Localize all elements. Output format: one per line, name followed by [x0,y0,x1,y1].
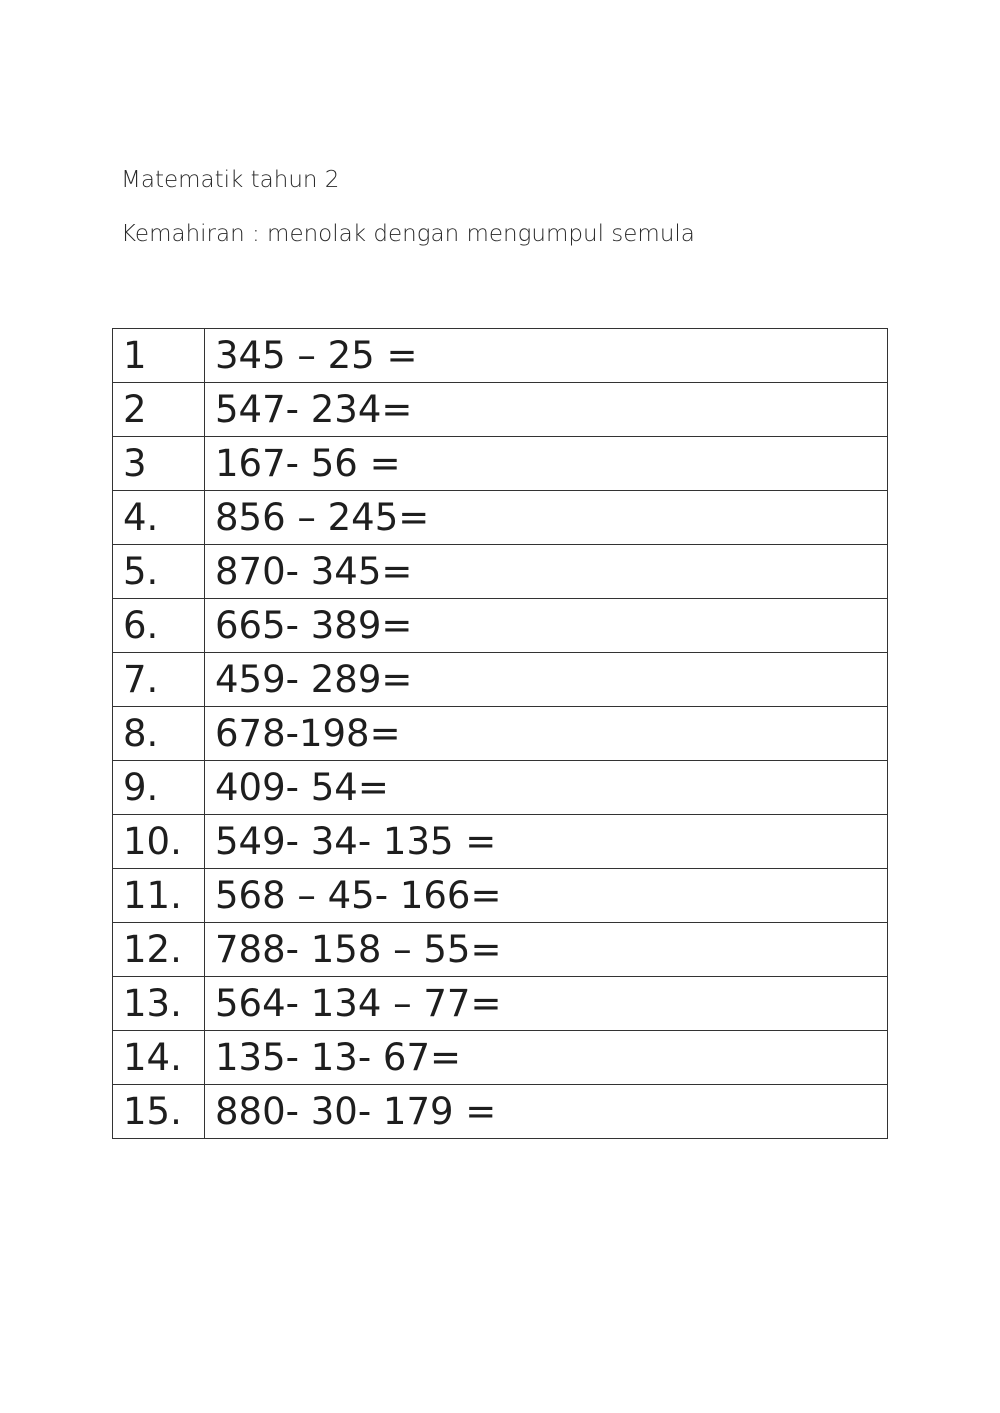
question-number: 6. [113,599,205,653]
table-row [113,653,888,707]
table-row [113,707,888,761]
question-text: 856 – 245= [205,491,888,545]
table-row [113,437,888,491]
question-text: 459- 289= [205,653,888,707]
question-number: 8. [113,707,205,761]
question-text: 678-198= [205,707,888,761]
question-text: 880- 30- 179 = [205,1085,888,1139]
table-row [113,923,888,977]
question-text: 568 – 45- 166= [205,869,888,923]
question-number: 12. [113,923,205,977]
question-text: 135- 13- 67= [205,1031,888,1085]
question-text: 870- 345= [205,545,888,599]
table-row [113,815,888,869]
question-number: 4. [113,491,205,545]
table-row [113,977,888,1031]
question-text: 549- 34- 135 = [205,815,888,869]
question-table [112,328,888,1139]
question-number: 3 [113,437,205,491]
question-number: 11. [113,869,205,923]
table-row [113,383,888,437]
table-row [113,491,888,545]
question-text: 665- 389= [205,599,888,653]
question-number: 7. [113,653,205,707]
question-text: 167- 56 = [205,437,888,491]
question-number: 2 [113,383,205,437]
table-row [113,545,888,599]
question-text: 345 – 25 = [205,329,888,383]
question-number: 9. [113,761,205,815]
question-number: 15. [113,1085,205,1139]
question-number: 5. [113,545,205,599]
table-row [113,1085,888,1139]
question-text: 564- 134 – 77= [205,977,888,1031]
question-text: 788- 158 – 55= [205,923,888,977]
skill-heading: Kemahiran : menolak dengan mengumpul semula [121,221,695,247]
question-number: 13. [113,977,205,1031]
table-row [113,1031,888,1085]
question-number: 10. [113,815,205,869]
question-number: 1 [113,329,205,383]
table-row [113,761,888,815]
question-text: 547- 234= [205,383,888,437]
worksheet-title: Matematik tahun 2 [121,167,340,193]
question-number: 14. [113,1031,205,1085]
table-row [113,869,888,923]
table-row [113,599,888,653]
question-text: 409- 54= [205,761,888,815]
table-row [113,329,888,383]
